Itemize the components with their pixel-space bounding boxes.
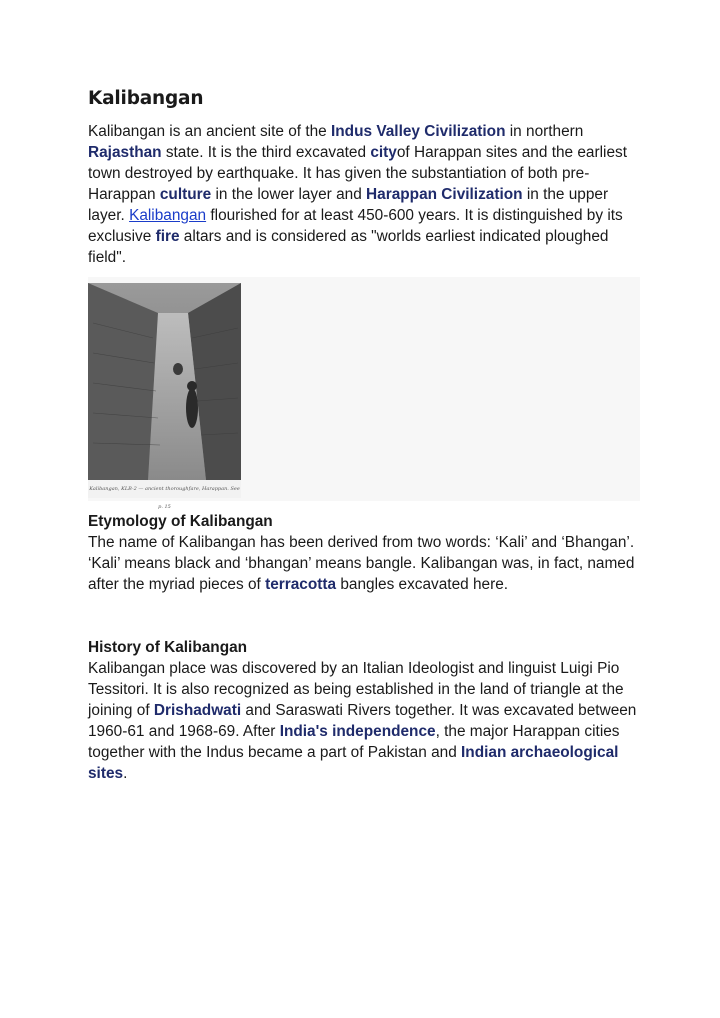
- text-run: state. It is the third excavated: [161, 144, 371, 161]
- history-section: [88, 637, 640, 784]
- page-title: Kalibangan: [88, 88, 204, 109]
- hyperlink[interactable]: Kalibangan: [129, 207, 207, 224]
- document-page: [88, 88, 640, 268]
- text-run: Kalibangan place was discovered by an Italian Ideologist and linguist Luigi Pio Tessitori. It is also recognized as being established in the land of triangle at the joining of: [88, 660, 624, 719]
- keyword-link[interactable]: Drishadwati: [153, 702, 242, 719]
- text-run: in northern: [505, 123, 584, 140]
- text-run: bangles excavated here.: [336, 576, 509, 593]
- text-run: , the major Harappan cities together with the Indus became a part of Pakistan and: [88, 723, 620, 761]
- keyword-link[interactable]: Indus Valley Civilization: [331, 123, 506, 140]
- text-run: in the lower layer and: [211, 186, 367, 203]
- keyword-link[interactable]: city: [370, 144, 397, 161]
- keyword-link[interactable]: terracotta: [265, 576, 337, 593]
- keyword-link[interactable]: India's independence: [279, 723, 436, 740]
- intro-paragraph: [88, 121, 640, 268]
- etymology-section: [88, 511, 640, 595]
- keyword-link[interactable]: Indian archaeological sites: [88, 744, 619, 782]
- excavation-photo-graphic: [88, 283, 241, 480]
- history-heading: History of Kalibangan: [88, 639, 248, 656]
- text-run: and Saraswati Rivers together. It was excavated between 1960-61 and 1968-69. After: [88, 702, 637, 740]
- text-run: of Harappan sites and the earliest town destroyed by earthquake. It has given the substantiation of both pre-Harappan: [88, 144, 627, 203]
- text-run: in the upper layer.: [88, 186, 609, 224]
- keyword-link[interactable]: fire: [155, 228, 180, 245]
- text-run: flourished for at least 450-600 years. It is distinguished by its exclusive: [88, 207, 623, 245]
- keyword-link[interactable]: culture: [159, 186, 212, 203]
- keyword-link[interactable]: Harappan Civilization: [366, 186, 523, 203]
- text-run: .: [123, 765, 128, 782]
- text-run: The name of Kalibangan has been derived from two words: ‘Kali’ and ‘Bhangan’. ‘Kali’ means black and ‘bhangan’ means bangle. Kalibangan was, in fact, named after the myriad pieces of: [88, 534, 635, 593]
- keyword-link[interactable]: Rajasthan: [88, 144, 162, 161]
- etymology-heading: Etymology of Kalibangan: [88, 513, 273, 530]
- photo-caption: Kalibangan, KLB-2 — ancient thoroughfare, Harappan. See p. 15: [88, 480, 241, 498]
- excavation-photo: [88, 283, 241, 510]
- text-run: altars and is considered as "worlds earliest indicated ploughed field".: [88, 228, 609, 266]
- etymology-paragraph: [88, 532, 640, 595]
- text-run: Kalibangan is an ancient site of the: [88, 123, 331, 140]
- history-paragraph: [88, 658, 640, 784]
